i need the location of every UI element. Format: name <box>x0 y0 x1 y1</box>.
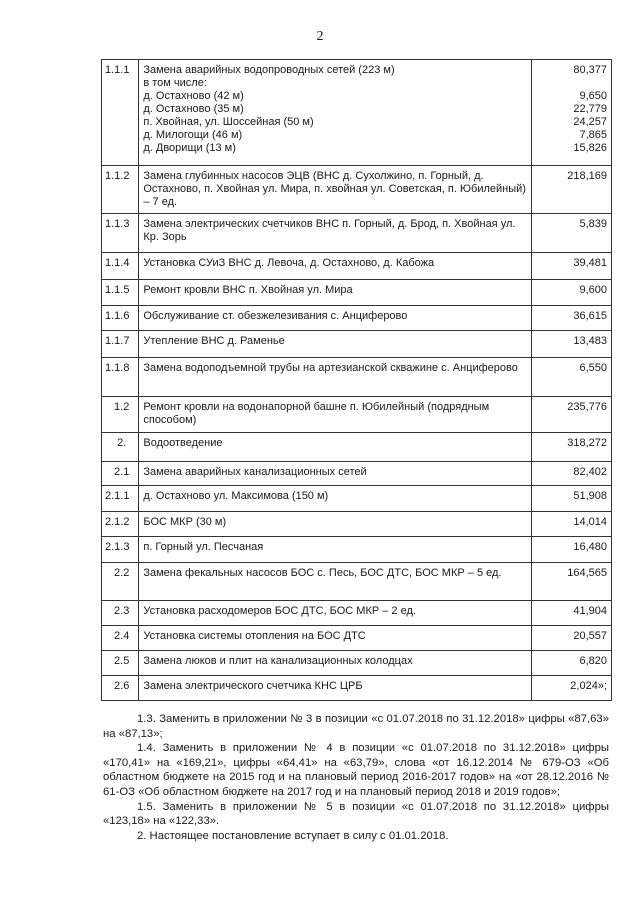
row-name <box>139 486 532 512</box>
row-name-text: Установка системы отопления на БОС ДТС <box>143 630 366 642</box>
row-value-text: 41,904 <box>573 605 607 617</box>
row-value <box>532 486 612 512</box>
row-value <box>532 306 612 331</box>
row-value <box>532 626 612 651</box>
table-row <box>102 331 612 358</box>
row-value <box>532 358 612 397</box>
row-name-text: Ремонт кровли ВНС п. Хвойная ул. Мира <box>143 284 353 296</box>
row-value <box>532 512 612 537</box>
table-row <box>102 433 612 462</box>
table-row <box>102 462 612 486</box>
row-name-text: Замена водоподъемной трубы на артезианской скважине с. Анциферово <box>143 362 518 374</box>
row-name <box>139 253 532 280</box>
row-number: 1.1.1 <box>102 60 139 166</box>
row-value <box>532 397 612 433</box>
row-name <box>139 626 532 651</box>
table-row <box>102 601 612 626</box>
table-row <box>102 651 612 676</box>
row-value-text: 36,615 <box>573 310 607 322</box>
row-value-text: 13,483 <box>573 335 607 347</box>
row-value-text: 6,820 <box>579 655 607 667</box>
row-name <box>139 462 532 486</box>
row-number: 2.2 <box>102 563 139 601</box>
row-value <box>532 60 612 166</box>
row-number: 1.2 <box>102 397 139 433</box>
row-name <box>139 537 532 563</box>
paragraph: 1.4. Заменить в приложении № 4 в позиции «с 01.07.2018 по 31.12.2018» цифры «170,41» на «169,21», цифры «64,41» на «63,79», слова «от 16.12.2014 № 679-ОЗ «Об областном бюджете на 2015 год и на плановый период 2016-2017 годов» на «от 28.12.2016 № 61-ОЗ «Об областном бюджете на 2017 год и на плановый период 2018 и 2019 годов»; <box>103 742 609 798</box>
row-number: 2.1.2 <box>102 512 139 537</box>
row-number: 2.6 <box>102 676 139 701</box>
row-value <box>532 651 612 676</box>
row-value <box>532 253 612 280</box>
row-name-text: Установка СУиЗ ВНС д. Левоча, д. Остахново, д. Кабожа <box>143 257 435 269</box>
row-value-text: 6,550 <box>579 362 607 374</box>
row-value <box>532 601 612 626</box>
row-number: 2.1.1 <box>102 486 139 512</box>
row-name <box>139 358 532 397</box>
row-name-text: Обслуживание ст. обезжелезивания с. Анциферово <box>143 310 408 322</box>
row-name-text: Установка расходомеров БОС ДТС, БОС МКР – 2 ед. <box>143 605 416 617</box>
row-name-text: Замена электрических счетчиков ВНС п. Горный, д. Брод, п. Хвойная ул. Кр. Зорь <box>143 218 516 243</box>
amendment-text <box>103 712 609 843</box>
row-number: 1.1.7 <box>102 331 139 358</box>
row-value-text: 218,169 <box>567 170 607 182</box>
table-row <box>102 676 612 701</box>
row-value-text: 5,839 <box>579 218 607 230</box>
paragraph: 2. Настоящее постановление вступает в силу с 01.01.2018. <box>137 829 449 842</box>
row-value <box>532 433 612 462</box>
row-name <box>139 397 532 433</box>
row-name-text: Замена глубинных насосов ЭЦВ (ВНС д. Сухолжино, п. Горный, д. Остахново, п. Хвойная ул. Мира, п. хвойная ул. Советская, п. Юбилейный) – 7 ед. <box>143 170 526 208</box>
row-name <box>139 676 532 701</box>
table-row <box>102 166 612 214</box>
row-number: 2.1 <box>102 462 139 486</box>
row-name <box>139 280 532 306</box>
sub-item-value: 22,779 <box>573 103 607 115</box>
sub-item-name: в том числе: <box>143 77 207 89</box>
row-number: 1.1.5 <box>102 280 139 306</box>
works-table <box>101 59 612 701</box>
row-name-text: БОС МКР (30 м) <box>143 516 227 528</box>
row-value-text: 20,557 <box>573 630 607 642</box>
table-row <box>102 280 612 306</box>
works-table-body <box>102 60 612 701</box>
row-name-text: Замена фекальных насосов БОС с. Песь, БОС ДТС, БОС МКР – 5 ед. <box>143 567 502 579</box>
row-number: 2.4 <box>102 626 139 651</box>
row-name-text: Ремонт кровли на водонапорной башне п. Юбилейный (подрядным способом) <box>143 401 490 426</box>
sub-item-value: 24,257 <box>573 116 607 128</box>
row-name <box>139 651 532 676</box>
sub-item-name: п. Хвойная, ул. Шоссейная (50 м) <box>143 116 314 128</box>
row-name <box>139 214 532 253</box>
table-row <box>102 253 612 280</box>
row-value-text: 164,565 <box>567 567 607 579</box>
row-value <box>532 280 612 306</box>
sub-item-name: д. Дворищи (13 м) <box>143 142 236 154</box>
table-row <box>102 512 612 537</box>
table-row <box>102 563 612 601</box>
row-name-text: Утепление ВНС д. Раменье <box>143 335 285 347</box>
paragraph: 1.5. Заменить в приложении № 5 в позиции «с 01.07.2018 по 31.12.2018» цифры «123,18» на «122,33». <box>103 800 609 828</box>
row-number: 2. <box>102 433 139 462</box>
sub-item-name: д. Милогощи (46 м) <box>143 129 243 141</box>
row-value-text: 318,272 <box>567 437 607 449</box>
row-value-text: 39,481 <box>573 257 607 269</box>
sub-item-name: д. Остахново (35 м) <box>143 103 244 115</box>
table-row <box>102 358 612 397</box>
table-row <box>102 214 612 253</box>
row-name-text: Замена аварийных канализационных сетей <box>143 466 367 478</box>
row-name <box>139 512 532 537</box>
row-name-text: Водоотведение <box>143 437 223 449</box>
row-name-text: д. Остахново ул. Максимова (150 м) <box>143 490 329 502</box>
row-name <box>139 60 532 166</box>
row-number: 1.1.6 <box>102 306 139 331</box>
row-value-text: 82,402 <box>573 466 607 478</box>
row-value-text: 235,776 <box>567 401 607 413</box>
row-name <box>139 433 532 462</box>
row-number: 2.5 <box>102 651 139 676</box>
value-spacer <box>536 77 607 90</box>
table-row <box>102 537 612 563</box>
sub-item-value: 7,865 <box>579 129 607 141</box>
row-name <box>139 306 532 331</box>
row-name-text: Замена аварийных водопроводных сетей (223 м) <box>143 64 395 76</box>
row-value-text: 2,024»; <box>570 680 607 692</box>
table-row <box>102 306 612 331</box>
row-name <box>139 166 532 214</box>
row-name <box>139 563 532 601</box>
row-number: 1.1.4 <box>102 253 139 280</box>
row-number: 1.1.3 <box>102 214 139 253</box>
row-value-text: 9,600 <box>579 284 607 296</box>
page-number: 2 <box>316 29 324 44</box>
row-number: 1.1.2 <box>102 166 139 214</box>
sub-item-value: 9,650 <box>579 90 607 102</box>
table-row <box>102 60 612 166</box>
row-value-text: 80,377 <box>573 64 607 76</box>
paragraph: 1.3. Заменить в приложении № 3 в позиции «с 01.07.2018 по 31.12.2018» цифры «87,63» на «87,13»; <box>103 713 609 740</box>
row-name <box>139 331 532 358</box>
row-name-text: Замена люков и плит на канализационных колодцах <box>143 655 413 667</box>
row-value <box>532 462 612 486</box>
row-value-text: 51,908 <box>573 490 607 502</box>
table-row <box>102 397 612 433</box>
table-row <box>102 486 612 512</box>
table-row <box>102 626 612 651</box>
row-value <box>532 563 612 601</box>
row-value-text: 16,480 <box>573 541 607 553</box>
row-name-text: Замена электрического счетчика КНС ЦРБ <box>143 680 363 692</box>
row-value <box>532 166 612 214</box>
row-number: 2.3 <box>102 601 139 626</box>
row-value-text: 14,014 <box>573 516 607 528</box>
sub-item-name: д. Остахново (42 м) <box>143 90 244 102</box>
row-number: 1.1.8 <box>102 358 139 397</box>
sub-item-value: 15,826 <box>573 142 607 154</box>
row-name-text: п. Горный ул. Песчаная <box>143 541 264 553</box>
row-value <box>532 676 612 701</box>
row-number: 2.1.3 <box>102 537 139 563</box>
row-value <box>532 214 612 253</box>
row-value <box>532 537 612 563</box>
row-name <box>139 601 532 626</box>
row-value <box>532 331 612 358</box>
